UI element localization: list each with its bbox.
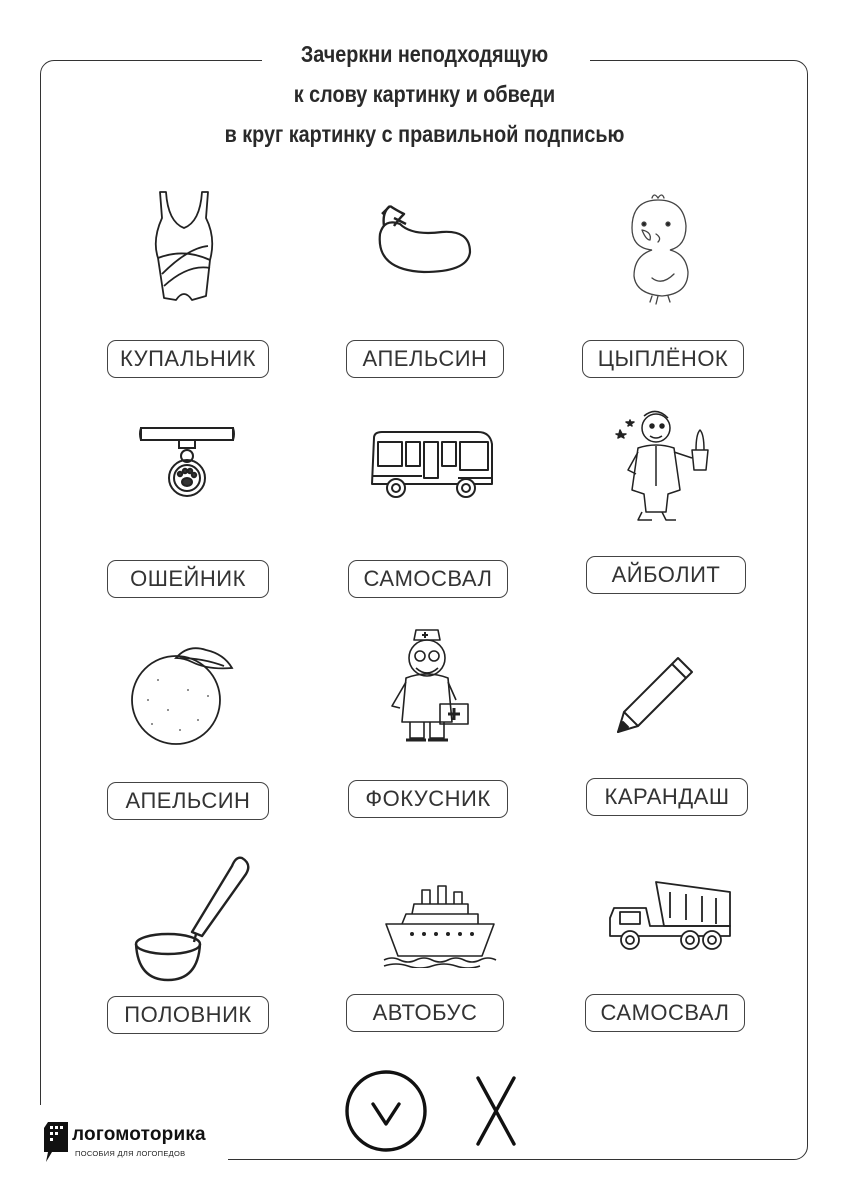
label-ladle[interactable]: ПОЛОВНИК (107, 996, 269, 1034)
brand-name: логомоторика (72, 1124, 206, 1145)
eggplant-icon[interactable] (372, 200, 476, 280)
dump-truck-icon[interactable] (606, 878, 734, 954)
label-magician[interactable]: АЙБОЛИТ (586, 556, 746, 594)
ship-icon[interactable] (382, 880, 498, 968)
magician-icon[interactable] (612, 400, 726, 524)
speech-bubble-logo-icon (42, 1120, 70, 1166)
label-eggplant[interactable]: АПЕЛЬСИН (346, 340, 504, 378)
label-pencil[interactable]: КАРАНДАШ (586, 778, 748, 816)
label-dump-truck[interactable]: САМОСВАЛ (585, 994, 745, 1032)
worksheet-instructions (188, 34, 660, 154)
check-in-circle-icon (343, 1068, 429, 1154)
ladle-icon[interactable] (132, 852, 256, 988)
label-chick[interactable]: ЦЫПЛЁНОК (582, 340, 744, 378)
label-dog-collar[interactable]: ОШЕЙНИК (107, 560, 269, 598)
doctor-icon[interactable] (380, 626, 474, 750)
chick-icon[interactable] (622, 190, 696, 305)
label-swimsuit[interactable]: КУПАЛЬНИК (107, 340, 269, 378)
instruction-line-1: Зачеркни неподходящую (300, 41, 549, 67)
cross-icon (470, 1074, 522, 1148)
label-orange[interactable]: АПЕЛЬСИН (107, 782, 269, 820)
label-ship[interactable]: АВТОБУС (346, 994, 504, 1032)
pencil-icon[interactable] (614, 652, 698, 736)
swimsuit-icon[interactable] (148, 188, 220, 308)
brand-logo[interactable] (42, 1118, 232, 1168)
orange-icon[interactable] (128, 640, 238, 748)
instruction-line-2: к слову картинку и обведи (293, 81, 556, 107)
instruction-line-3: в круг картинку с правильной подписью (224, 121, 625, 147)
brand-tagline: ПОСОБИЯ ДЛЯ ЛОГОПЕДОВ (75, 1149, 186, 1158)
dog-collar-icon[interactable] (135, 418, 239, 502)
label-doctor[interactable]: ФОКУСНИК (348, 780, 508, 818)
label-bus[interactable]: САМОСВАЛ (348, 560, 508, 598)
bus-icon[interactable] (368, 428, 496, 502)
